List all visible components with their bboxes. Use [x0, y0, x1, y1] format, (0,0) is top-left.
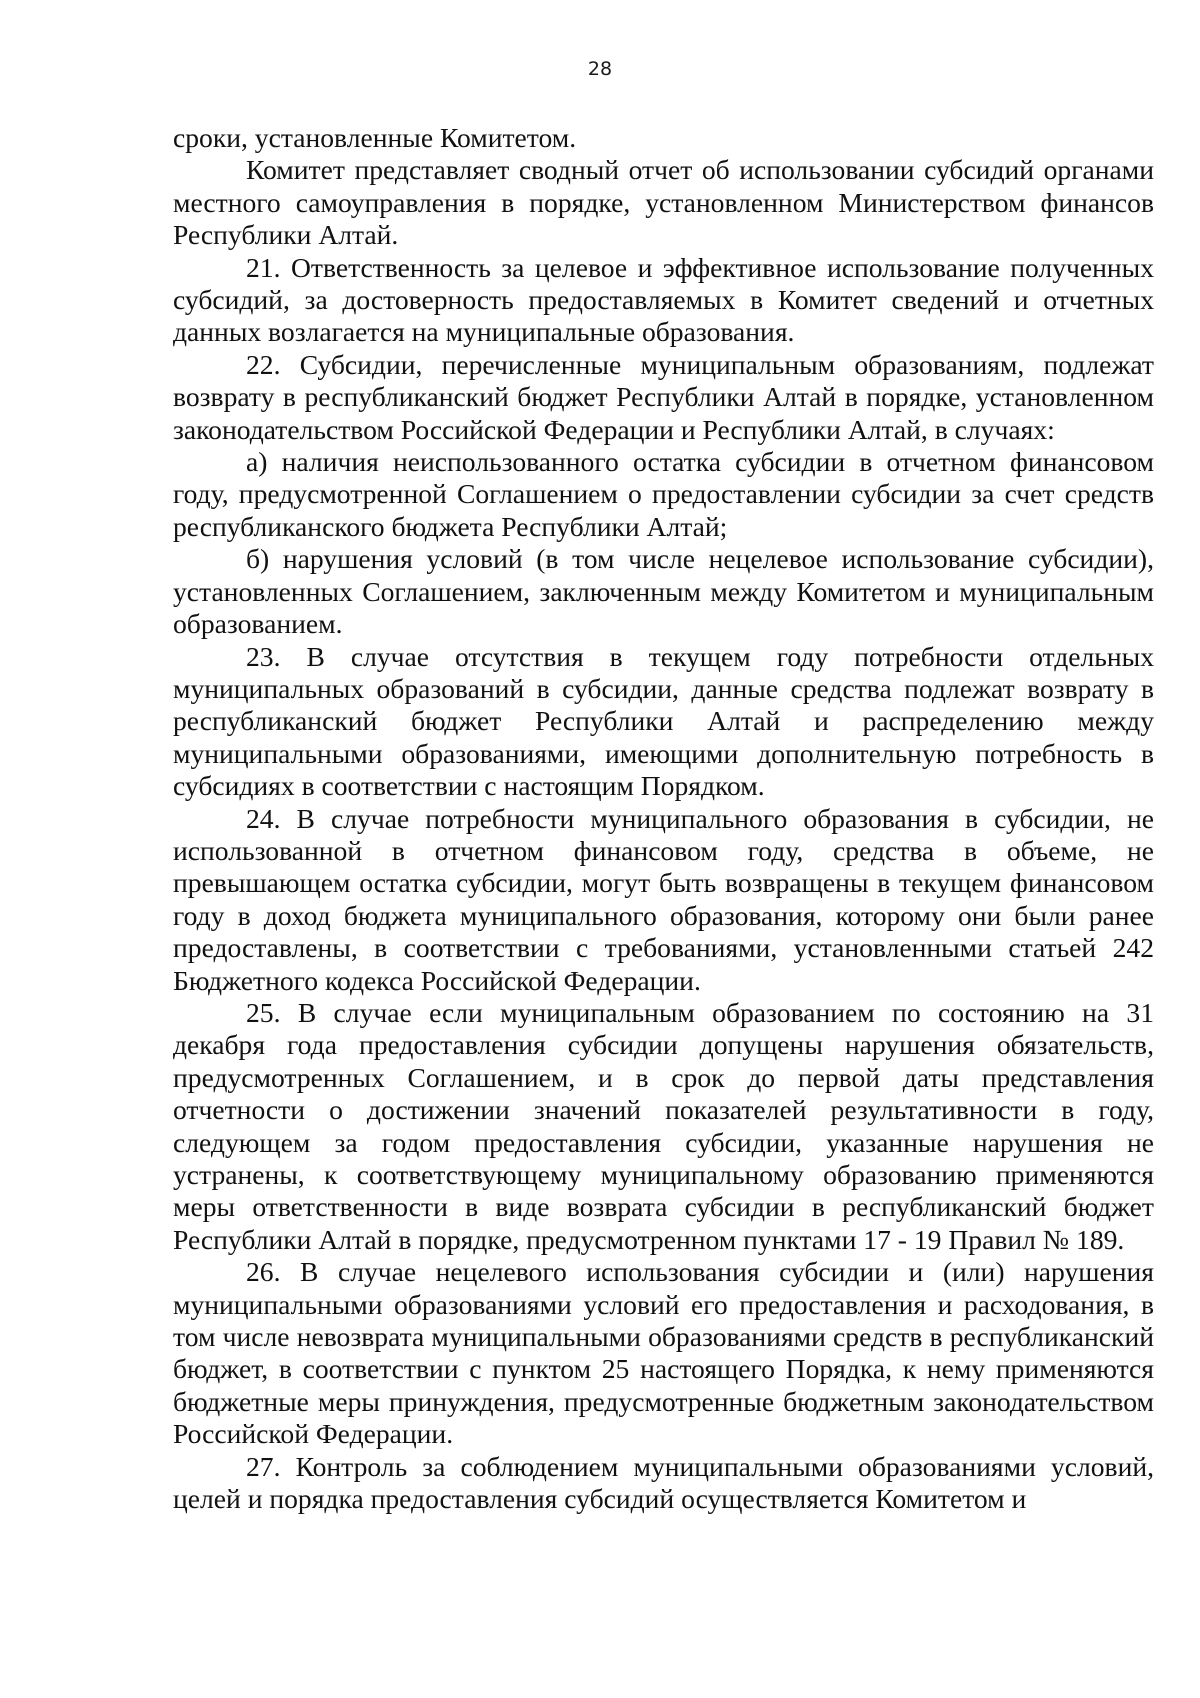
- paragraph-26: 26. В случае нецелевого использования субсидии и (или) нарушения муниципальными образованиями условий его предоставления и расходования, в том числе невозврата муниципальными образованиями средств в республиканский бюджет, в соответствии с пунктом 25 настоящего Порядка, к нему применяются бюджетные меры принуждения, предусмотренные бюджетным законодательством Российской Федерации.: [173, 1256, 1154, 1450]
- paragraph-committee-report: Комитет представляет сводный отчет об использовании субсидий органами местного самоуправления в порядке, установленном Министерством финансов Республики Алтай.: [173, 154, 1154, 251]
- paragraph-continuation: сроки, установленные Комитетом.: [173, 122, 577, 153]
- paragraph-21: 21. Ответственность за целевое и эффективное использование полученных субсидий, за достоверность предоставляемых в Комитет сведений и отчетных данных возлагается на муниципальные образования.: [173, 251, 1154, 348]
- document-body: [173, 122, 1154, 1515]
- paragraph-22-b: б) нарушения условий (в том числе нецелевое использование субсидии), установленных Соглашением, заключенным между Комитетом и муниципальным образованием.: [173, 543, 1154, 640]
- paragraph-27: 27. Контроль за соблюдением муниципальными образованиями условий, целей и порядка предоставления субсидий осуществляется Комитетом и: [173, 1450, 1154, 1515]
- paragraph-22: 22. Субсидии, перечисленные муниципальным образованиям, подлежат возврату в республиканский бюджет Республики Алтай в порядке, установленном законодательством Российской Федерации и Республики Алтай, в случаях:: [173, 348, 1154, 445]
- paragraph-25: 25. В случае если муниципальным образованием по состоянию на 31 декабря года предоставления субсидии допущены нарушения обязательств, предусмотренных Соглашением, и в срок до первой даты представления отчетности о достижении значений показателей результативности в году, следующем за годом предоставления субсидии, указанные нарушения не устранены, к соответствующему муниципальному образованию применяются меры ответственности в виде возврата субсидии в республиканский бюджет Республики Алтай в порядке, предусмотренном пунктами 17 - 19 Правил № 189.: [173, 996, 1154, 1255]
- page-number: 28: [587, 58, 613, 80]
- paragraph-24: 24. В случае потребности муниципального образования в субсидии, не использованной в отчетном финансовом году, средства в объеме, не превышающем остатка субсидии, могут быть возвращены в текущем финансовом году в доход бюджета муниципального образования, которому они были ранее предоставлены, в соответствии с требованиями, установленными статьей 242 Бюджетного кодекса Российской Федерации.: [173, 802, 1154, 996]
- paragraph-22-a: а) наличия неиспользованного остатка субсидии в отчетном финансовом году, предусмотренной Соглашением о предоставлении субсидии за счет средств республиканского бюджета Республики Алтай;: [173, 446, 1154, 542]
- paragraph-23: 23. В случае отсутствия в текущем году потребности отдельных муниципальных образований в субсидии, данные средства подлежат возврату в республиканский бюджет Республики Алтай и распределению между муниципальными образованиями, имеющими дополнительную потребность в субсидиях в соответствии с настоящим Порядком.: [173, 640, 1154, 802]
